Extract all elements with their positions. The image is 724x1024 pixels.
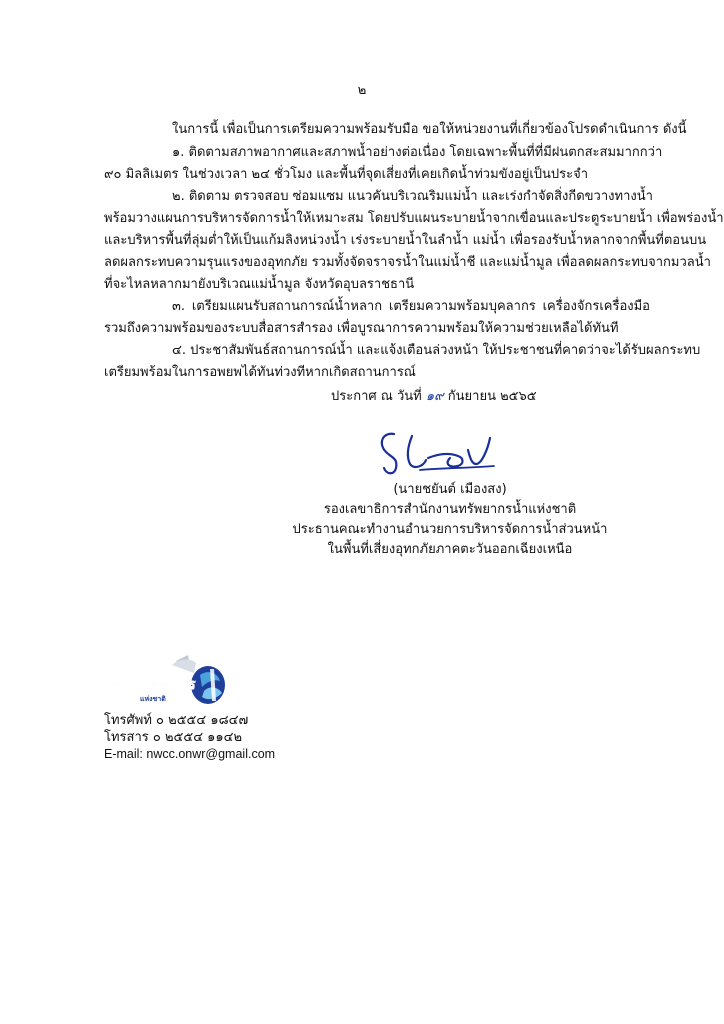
contact-fax: โทรสาร ๐ ๒๕๕๔ ๑๑๔๒: [104, 730, 243, 745]
signatory-position-3: ในพื้นที่เสี่ยงอุทกภัยภาคตะวันออกเฉียงเหนือ: [327, 542, 573, 557]
item-2-line-5: ที่จะไหลหลากมายังบริเวณแม่น้ำมูล จังหวัดอุบลราชธานี: [104, 277, 415, 292]
item-4-line-1: ๔. ประชาสัมพันธ์สถานการณ์น้ำ และแจ้งเตือนล่วงหน้า ให้ประชาชนที่คาดว่าจะได้รับผลกระทบ: [172, 343, 701, 358]
announcement-prefix: ประกาศ ณ วันที่: [331, 389, 422, 404]
announcement-date: [331, 389, 537, 405]
item-4-line-2: เตรียมพร้อมในการอพยพได้ทันท่วงทีหากเกิดสถานการณ์: [104, 365, 416, 380]
agency-logo: [104, 655, 232, 707]
contact-phone: โทรศัพท์ ๐ ๒๕๕๔ ๑๘๔๗: [104, 713, 249, 728]
item-2-line-2: พร้อมวางแผนการบริหารจัดการน้ำให้เหมาะสม โดยปรับแผนระบายน้ำจากเขื่อนและประตูระบายน้ำ เพื่อพร่องน้ำ: [104, 211, 724, 226]
item-3-line-2: รวมถึงความพร้อมของระบบสื่อสารสำรอง เพื่อบูรณาการความพร้อมให้ความช่วยเหลือได้ทันที: [104, 321, 619, 336]
item-3-line-1: ๓. เตรียมแผนรับสถานการณ์น้ำหลาก เตรียมความพร้อมบุคลากร เครื่องจักรเครื่องมือ: [172, 299, 650, 314]
item-2-line-1: ๒. ติดตาม ตรวจสอบ ซ่อมแซม แนวคันบริเวณริมแม่น้ำ และเร่งกำจัดสิ่งกีดขวางทางน้ำ: [172, 189, 653, 204]
signature-image: [372, 424, 502, 480]
logo-subtext: แห่งชาติ: [140, 696, 166, 703]
logo-text: กองอำนวยการ: [106, 676, 196, 692]
item-1-line-1: ๑. ติดตามสภาพอากาศและสภาพน้ำอย่างต่อเนื่อง โดยเฉพาะพื้นที่ที่มีฝนตกสะสมมากกว่า: [172, 145, 663, 160]
item-2-line-4: ลดผลกระทบความรุนแรงของอุทกภัย รวมทั้งจัดจราจรน้ำในแม่น้ำชี และแม่น้ำมูล เพื่อลดผลกระทบจากมวลน้ำ: [104, 255, 711, 270]
contact-email: E-mail: nwcc.onwr@gmail.com: [104, 747, 276, 761]
signatory-name: (นายชยันต์ เมืองสง): [393, 482, 507, 497]
item-1-line-2: ๙๐ มิลลิเมตร ในช่วงเวลา ๒๔ ชั่วโมง และพื้นที่จุดเสี่ยงที่เคยเกิดน้ำท่วมขังอยู่เป็นประจำ: [104, 167, 589, 182]
announcement-day: ๑๙: [425, 389, 444, 404]
intro-paragraph: ในการนี้ เพื่อเป็นการเตรียมความพร้อมรับมือ ขอให้หน่วยงานที่เกี่ยวข้องโปรดดำเนินการ ดังนี้: [172, 122, 687, 137]
item-2-line-3: และบริหารพื้นที่ลุ่มต่ำให้เป็นแก้มลิงหน่วงน้ำ เร่งระบายน้ำในลำน้ำ แม่น้ำ เพื่อรองรับน้ำหลากจากพื้นที่ตอนบน: [104, 233, 707, 248]
signatory-position-1: รองเลขาธิการสำนักงานทรัพยากรน้ำแห่งชาติ: [323, 502, 577, 517]
signatory-position-2: ประธานคณะทำงานอำนวยการบริหารจัดการน้ำส่วนหน้า: [292, 522, 608, 537]
announcement-month-year: กันยายน ๒๕๖๕: [447, 389, 537, 404]
page-number: ๒: [357, 83, 367, 98]
